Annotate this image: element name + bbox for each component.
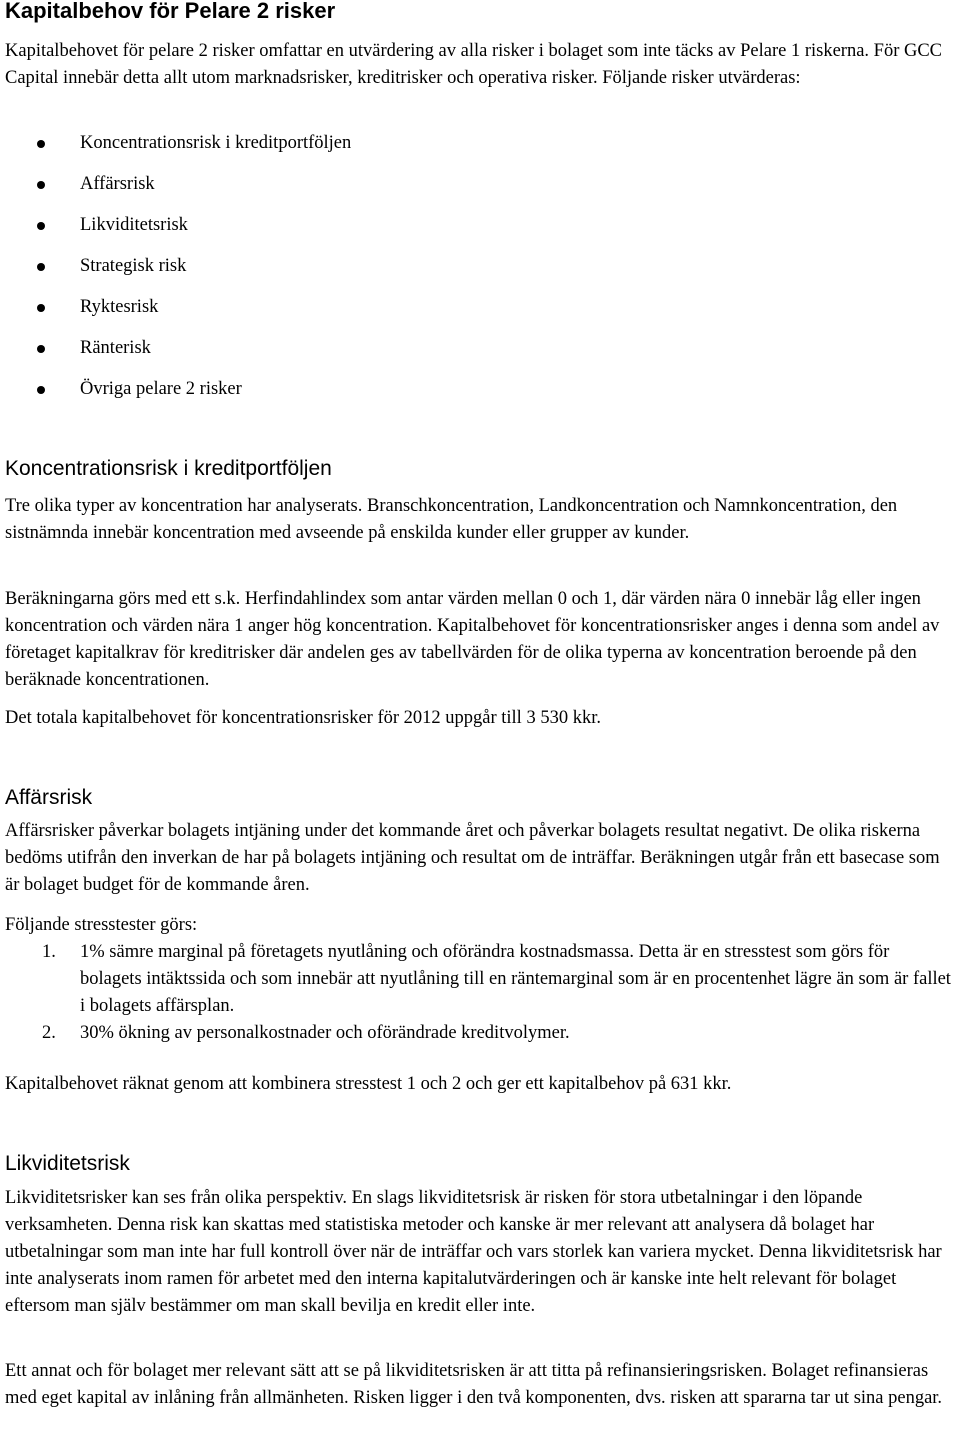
risk-list: [5, 130, 705, 417]
section-heading-business: Affärsrisk: [5, 786, 93, 809]
stress-intro: Följande stresstester görs:: [5, 915, 198, 935]
bullet-icon: [37, 222, 45, 230]
stress-test-list: [5, 939, 955, 1047]
list-item: [5, 171, 705, 212]
bullet-icon: [37, 263, 45, 271]
list-item: [5, 335, 705, 376]
section-heading-liquidity: Likviditetsrisk: [5, 1152, 130, 1175]
bullet-icon: [37, 345, 45, 353]
main-heading: Kapitalbehov för Pelare 2 risker: [5, 0, 336, 23]
business-paragraph-2: Kapitalbehovet räknat genom att kombinera stresstest 1 och 2 och ger ett kapitalbehov på 631 kkr.: [5, 1074, 732, 1094]
list-item-label: Likviditetsrisk: [80, 215, 188, 235]
list-item: [5, 376, 705, 417]
bullet-icon: [37, 181, 45, 189]
list-item-label: Koncentrationsrisk i kreditportföljen: [80, 133, 352, 153]
bullet-icon: [37, 386, 45, 394]
list-item: [5, 294, 705, 335]
list-item-text: 1% sämre marginal på företagets nyutlåning och oförändra kostnadsmassa. Detta är en stresstest som görs för bolagets intäktssida och som innebär att nyutlåning till en räntemarginal som är en procentenhet lägre än som är fallet i bolagets affärsplan.: [80, 942, 951, 1016]
list-item: [5, 1020, 955, 1047]
list-item-label: Ränterisk: [80, 338, 151, 358]
list-item-label: Ryktesrisk: [80, 297, 159, 317]
concentration-paragraph-2: Beräkningarna görs med ett s.k. Herfindahlindex som antar värden mellan 0 och 1, där värden nära 0 innebär låg eller ingen koncentration och värden nära 1 anger hög koncentration. Kapitalbehovet för koncentrationsrisker anges i denna som andel av företaget kapitalkrav för kreditrisker där andelen ges av tabellvärden för de olika typerna av koncentration beroende på den beräknade koncentrationen.: [5, 589, 940, 690]
list-item-text: 30% ökning av personalkostnader och oförändrade kreditvolymer.: [80, 1023, 570, 1043]
list-item-label: Strategisk risk: [80, 256, 187, 276]
bullet-icon: [37, 140, 45, 148]
list-number: 1.: [42, 942, 56, 962]
liquidity-paragraph-1: Likviditetsrisker kan ses från olika perspektiv. En slags likviditetsrisk är risken för stora utbetalningar i den löpande verksamheten. Denna risk kan skattas med statistiska metoder och kanske är mer relevant att analysera då bolaget har utbetalningar som man inte har full kontroll över när de inträffar och vars storlek kan variera mycket. Denna likviditetsrisk har inte analyserats inom ramen för arbetet med den interna kapitalutvärderingen och är kanske inte helt relevant för bolaget eftersom man själv bestämmer om man skall bevilja en kredit eller inte.: [5, 1188, 942, 1316]
list-number: 2.: [42, 1023, 56, 1043]
list-item: [5, 939, 955, 1020]
concentration-paragraph-3: Det totala kapitalbehovet för koncentrationsrisker för 2012 uppgår till 3 530 kkr.: [5, 708, 601, 728]
list-item: [5, 253, 705, 294]
liquidity-paragraph-2: Ett annat och för bolaget mer relevant sätt att se på likviditetsrisken är att titta på refinansieringsrisken. Bolaget refinansieras med eget kapital av inlåning från allmänheten. Risken ligger i den två komponenten, dvs. risken att spararna tar ut sina pengar.: [5, 1361, 943, 1408]
list-item: [5, 130, 705, 171]
intro-paragraph: Kapitalbehovet för pelare 2 risker omfattar en utvärdering av alla risker i bolaget som inte täcks av Pelare 1 riskerna. För GCC Capital innebär detta allt utom marknadsrisker, kreditrisker och operativa risker. Följande risker utvärderas:: [5, 41, 943, 88]
section-heading-concentration: Koncentrationsrisk i kreditportföljen: [5, 457, 332, 480]
bullet-icon: [37, 304, 45, 312]
concentration-paragraph-1: Tre olika typer av koncentration har analyserats. Branschkoncentration, Landkoncentration och Namnkoncentration, den sistnämnda innebär koncentration med avseende på enskilda kunder eller grupper av kunder.: [5, 496, 898, 543]
business-paragraph-1: Affärsrisker påverkar bolagets intjäning under det kommande året och påverkar bolagets resultat negativt. De olika riskerna bedöms utifrån den inverkan de har på bolagets intjäning och resultat om de inträffar. Beräkningen utgår från ett basecase som är bolaget budget för de kommande åren.: [5, 821, 940, 895]
list-item-label: Övriga pelare 2 risker: [80, 379, 242, 399]
list-item: [5, 212, 705, 253]
list-item-label: Affärsrisk: [80, 174, 155, 194]
